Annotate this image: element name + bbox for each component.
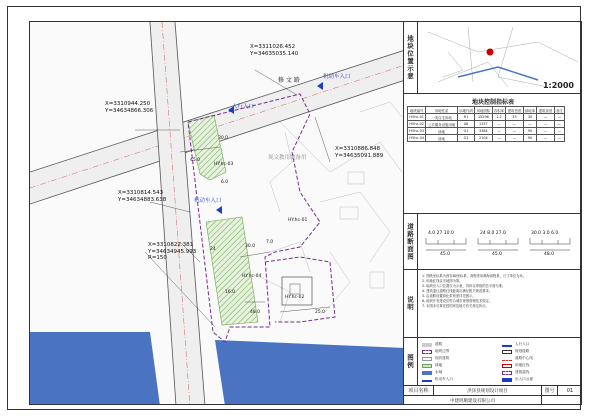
road-section-drawings — [418, 214, 582, 270]
legend-item: 建筑退线 — [502, 369, 582, 376]
legend-item: 出入口示意 — [502, 376, 582, 383]
parcel-label-hy-hc-04: HY.hc-04 — [242, 274, 262, 279]
table-row: HY.hc-02 公共服务设施用地 A6 1257 — — — — — — [408, 121, 565, 128]
location-title: 地块位置示意 — [406, 35, 414, 80]
info-panel — [404, 21, 582, 405]
section-label: 4.0 27 10.0 — [428, 231, 454, 236]
table-row: HY.hc-01 一类住宅用地 R1 15296 1.2 35 30 — — — [408, 114, 565, 121]
legend-item: 水域 — [422, 369, 502, 376]
drawing-sheet — [7, 6, 581, 410]
index-table-header: 地块编号 用地性质 用地代码 用地面积 容积率 建筑密度 绿地率 建筑高度 备注 — [408, 107, 565, 114]
location-section — [404, 22, 582, 94]
legend-section — [404, 338, 582, 386]
coordinate-label-c3: X=3310886.848 Y=34635091.889 — [335, 146, 384, 159]
width-label: 45.0 — [190, 158, 201, 163]
legend-item: 地块边界 — [422, 348, 502, 355]
parcel-label-hy-hc-01: HY.hc-01 — [288, 218, 308, 223]
section-label: 30.0 3.0 6.0 — [531, 231, 559, 236]
width-label: 16.0 — [225, 290, 236, 295]
coordinate-label-c4: X=3310814.543 Y=34634883.638 — [118, 190, 167, 203]
width-label: 6.0 — [221, 180, 229, 185]
legend-item: 用地红线 — [502, 362, 582, 369]
index-table — [407, 106, 565, 142]
road-section-title: 道路断面图 — [406, 222, 414, 261]
notes-section — [404, 270, 582, 338]
scale-text: 1:2000 — [542, 81, 574, 90]
legend-item: 道路 — [422, 341, 502, 348]
parcel-hy-hc-04 — [206, 217, 261, 325]
legend-item: 道路中心线 — [502, 355, 582, 362]
building-footprint — [290, 284, 300, 294]
sheet-value: 01 — [566, 387, 574, 394]
site-location-marker — [487, 49, 494, 56]
section-label: 45.0 — [440, 252, 451, 257]
vehicle-entrance-top: 机动车入口 — [323, 74, 351, 80]
pedestrian-entrance: 人行入口 — [232, 104, 255, 110]
width-label: 30.0 — [218, 136, 229, 141]
notes-text: 1. 图纸坐标系为西安80坐标系，高程采用黄海高程系，尺寸单位为米。 2. 用地红线以宗地图为准。 3. 地块出入口位置仅为示意，具体以审批的总平面为准。 4. 建筑退让道路红线距离应满足相关规范要求。 5. 沿道路设置绿化带宽度详见图示。 6. 地块开发建设应符合城市规划管理技术规定。 7. 本图未尽事宜按国家及地方有关规定执行。 — [422, 274, 526, 308]
width-label: 24 — [210, 247, 216, 252]
company-value: 中建鸿顺建设有限公司 — [404, 396, 542, 405]
legend-item: 人行入口 — [502, 341, 582, 348]
table-row: HY.hc-04 绿地 G1 2104 — — 90 — — — [408, 135, 565, 142]
parcel-label-hy-hc-02: HY.hc-02 — [285, 295, 305, 300]
width-label: 7.0 — [266, 240, 274, 245]
vehicle-entrance-left: 机动车入口 — [194, 198, 222, 204]
sheet-label: 图号 — [542, 386, 558, 395]
section-label: 24 8.0 27.0 — [480, 231, 506, 236]
water-right — [215, 340, 404, 405]
left-road — [150, 22, 205, 405]
coordinate-label-c1: X=3311026.452 Y=34635035.140 — [250, 44, 299, 57]
section-label: 45.0 — [492, 252, 503, 257]
legend-item: 规划道路 — [502, 348, 582, 355]
coordinate-label-c5: X=3310822.381 Y=34634945.993 R=150 — [148, 242, 197, 261]
road-name: 修 文 路 — [278, 77, 300, 84]
width-label: 30.0 — [245, 244, 256, 249]
legend — [420, 341, 580, 382]
table-row: HY.hc-03 绿地 G1 3384 — — 90 — — — [408, 128, 565, 135]
project-label: 项目名称 — [404, 386, 434, 395]
legend-title: 图例 — [406, 354, 414, 369]
index-section — [404, 94, 582, 214]
parcel-label-hy-hc-03: HY.hc-03 — [214, 162, 234, 167]
legend-item: 绿地 — [422, 362, 502, 369]
title-block-project — [404, 386, 582, 396]
site-plan-map — [29, 21, 404, 405]
water-left — [30, 332, 160, 405]
project-value: 洪泽县规划设计项目 — [434, 386, 542, 395]
width-label: 48.0 — [250, 310, 261, 315]
road-section-area — [404, 214, 582, 270]
width-label: 25.0 — [315, 310, 326, 315]
index-table-title: 地块控制指标表 — [471, 99, 514, 106]
notes-title: 说明 — [406, 296, 414, 311]
coordinate-label-c2: X=3310944.250 Y=34634866.306 — [105, 101, 154, 114]
legend-item: 现状建筑 — [422, 355, 502, 362]
section-label: 48.0 — [544, 252, 555, 257]
title-block-company — [404, 396, 582, 405]
parcel-hy-hc-02-outline — [282, 277, 312, 305]
area-note: 现文教用地备用 — [268, 155, 307, 161]
legend-item: 机动车入口 — [422, 376, 502, 383]
